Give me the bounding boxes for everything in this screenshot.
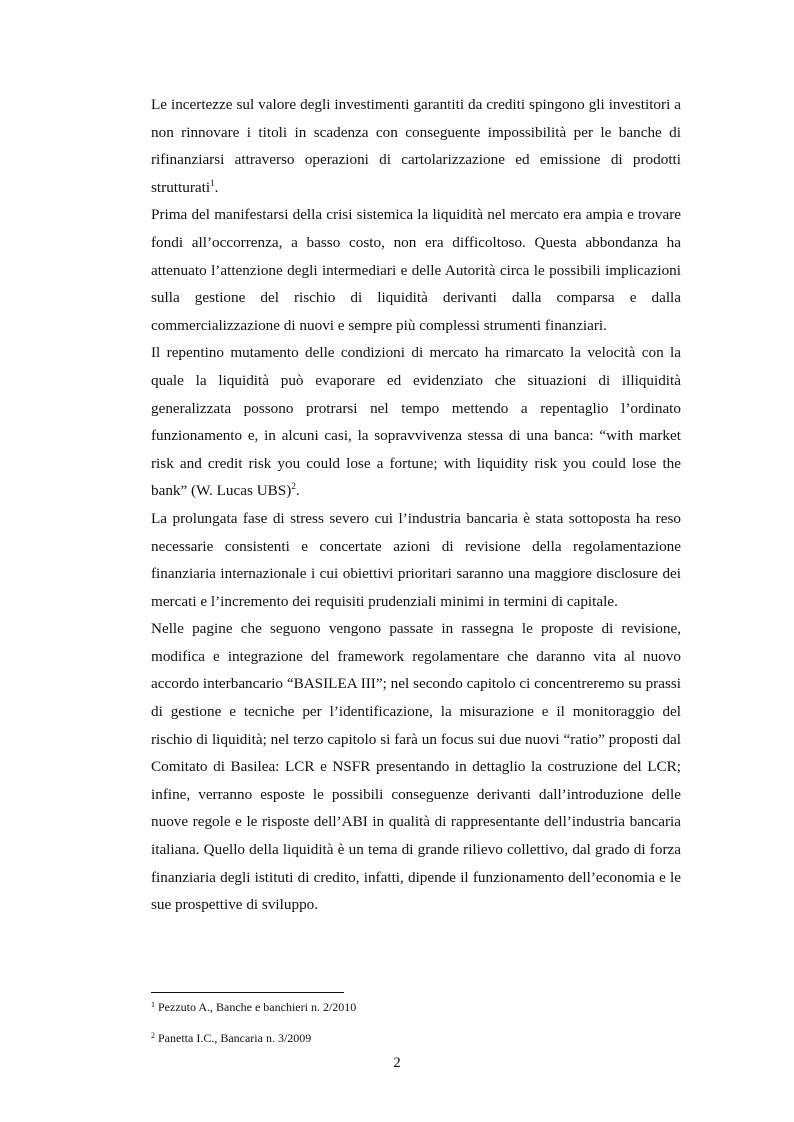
footnote-text: Panetta I.C., Bancaria n. 3/2009 bbox=[158, 1031, 312, 1045]
footnote-ref-2[interactable]: 2 bbox=[291, 481, 296, 492]
footnote-divider bbox=[151, 992, 344, 993]
body-text bbox=[151, 91, 681, 919]
paragraph-1: Le incertezze sul valore degli investimenti garantiti da crediti spingono gli investitori a non rinnovare i titoli in scadenza con conseguente impossibilità per le banche di rifinanziarsi attraverso operazioni di cartolarizzazione ed emissione di prodotti strutturati$^1$. bbox=[151, 96, 681, 196]
footnote-number: 2 bbox=[151, 1031, 155, 1040]
footnote-1 bbox=[151, 1000, 356, 1014]
footnote-ref-1[interactable]: 1 bbox=[210, 177, 215, 188]
paragraph-3: Il repentino mutamento delle condizioni di mercato ha rimarcato la velocità con la quale la liquidità può evaporare ed evidenziato che situazioni di illiquidità generalizzata possono protrarsi nel tempo mettendo a repentaglio l’ordinato funzionamento e, in alcuni casi, la sopravvivenza stessa di una banca: “with market risk and credit risk you could lose a fortune; with liquidity risk you could lose the bank” (W. Lucas UBS)$^2$. bbox=[151, 344, 681, 500]
paragraph-2: Prima del manifestarsi della crisi sistemica la liquidità nel mercato era ampia e trovare fondi all’occorrenza, a basso costo, non era difficoltoso. Questa abbondanza ha attenuato l’attenzione degli intermediari e delle Autorità circa le possibili implicazioni sulla gestione del rischio di liquidità derivanti dalla comparsa e dalla commercializzazione di nuovi e sempre più complessi strumenti finanziari. bbox=[151, 206, 681, 334]
footnote-2 bbox=[151, 1031, 311, 1045]
paragraph-4: La prolungata fase di stress severo cui l’industria bancaria è stata sottoposta ha reso necessarie consistenti e concertate azioni di revisione della regolamentazione finanziaria internazionale i cui obiettivi prioritari saranno una maggiore disclosure dei mercati e l’incremento dei requisiti prudenziali minimi in termini di capitale. bbox=[151, 509, 681, 610]
page-number: 2 bbox=[393, 1055, 401, 1071]
paragraph-5: Nelle pagine che seguono vengono passate in rassegna le proposte di revisione, modifica e integrazione del framework regolamentare che daranno vita al nuovo accordo interbancario “BASILEA III”; nel secondo capitolo ci concentreremo su prassi di gestione e tecniche per l’identificazione, la misurazione e il monitoraggio del rischio di liquidità; nel terzo capitolo si farà un focus sui due nuovi “ratio” proposti dal Comitato di Basilea: LCR e NSFR presentando in dettaglio la costruzione del LCR; infine, verranno esposte le possibili conseguenze derivanti dall’introduzione delle nuove regole e le risposte dell’ABI in qualità di rappresentante dell’industria bancaria italiana. Quello della liquidità è un tema di grande rilievo collettivo, dal grado di forza finanziaria degli istituti di credito, infatti, dipende il funzionamento dell’economia e le sue prospettive di sviluppo. bbox=[151, 620, 681, 914]
footnote-text: Pezzuto A., Banche e banchieri n. 2/2010 bbox=[158, 1000, 357, 1014]
footnote-number: 1 bbox=[151, 1000, 155, 1009]
